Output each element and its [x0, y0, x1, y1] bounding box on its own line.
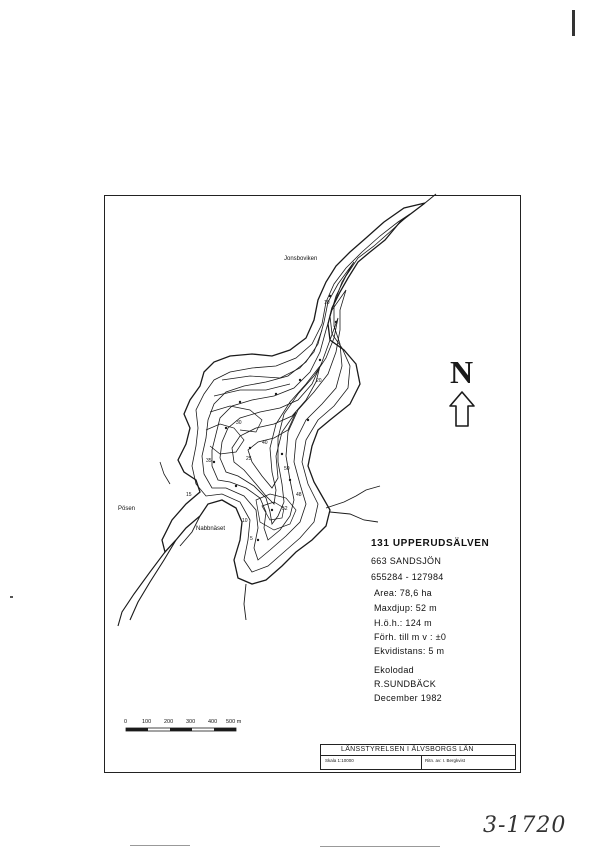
max-depth: Maxdjup: 52 m	[374, 603, 437, 613]
scale-label: 300	[186, 719, 196, 725]
depth-label: 50	[284, 466, 290, 472]
place-label-jonsboviken: Jonsboviken	[284, 256, 318, 262]
scale-bar	[126, 728, 236, 731]
contour-line	[232, 366, 320, 504]
depth-label: 5	[250, 536, 253, 542]
depth-label: 52	[282, 506, 288, 512]
water-level-regulation: Förh. till m v : ±0	[374, 632, 447, 642]
scale-label: 200	[164, 719, 174, 725]
handwritten-annotation: 3-1720	[483, 813, 567, 838]
place-label-nabbnaset: Nabbnäset	[196, 526, 226, 532]
stream	[160, 462, 170, 484]
place-label-posen: Pösen	[118, 506, 136, 512]
scale-label: 0	[124, 719, 128, 725]
stream	[326, 486, 380, 508]
lake-coordinates: 655284 - 127984	[371, 572, 444, 582]
title-block	[320, 744, 516, 770]
scan-speck	[10, 596, 13, 598]
stream	[330, 512, 378, 522]
river-system-title: 131 UPPERUDSÄLVEN	[371, 538, 490, 549]
north-arrow	[446, 356, 476, 388]
title-block-divider	[321, 755, 515, 756]
survey-date: December 1982	[374, 693, 442, 703]
depth-label: 48	[296, 492, 302, 498]
surveyor-name: R.SUNDBÄCK	[374, 679, 437, 689]
depth-label: 10	[242, 518, 248, 524]
stream	[425, 194, 436, 203]
stream	[244, 584, 246, 620]
north-letter: N	[449, 354, 473, 390]
depth-label: 35	[206, 458, 212, 464]
posen-bay	[118, 552, 165, 626]
lake-area: Area: 78,6 ha	[374, 588, 432, 598]
depth-label: 10	[324, 300, 330, 306]
scale-text: Skala 1:10000	[325, 758, 354, 763]
scale-label: 400	[208, 719, 218, 725]
scale-label: 500 m	[226, 719, 242, 725]
depth-label: 40	[262, 440, 268, 446]
survey-method: Ekolodad	[374, 665, 414, 675]
depth-label: 15	[186, 492, 192, 498]
drawn-by-text: Ritn. av: I. Bergkvist	[425, 758, 466, 763]
contour-interval: Ekvidistans: 5 m	[374, 646, 445, 656]
scale-label: 100	[142, 719, 152, 725]
depth-label: 25	[246, 456, 252, 462]
contour-line	[256, 494, 296, 530]
title-block-divider	[421, 755, 422, 769]
contour-line	[248, 412, 296, 488]
depth-label: 20	[316, 378, 322, 384]
posen-bay	[130, 540, 176, 620]
elevation: H.ö.h.: 124 m	[374, 618, 432, 628]
authority-name: LÄNSSTYRELSEN I ÄLVSBORGS LÄN	[341, 746, 474, 753]
scan-speck	[130, 845, 190, 846]
lake-name: 663 SANDSJÖN	[371, 556, 442, 566]
north-arrow-icon	[450, 392, 474, 426]
scan-speck	[320, 846, 440, 847]
depth-label: 30	[236, 420, 242, 426]
